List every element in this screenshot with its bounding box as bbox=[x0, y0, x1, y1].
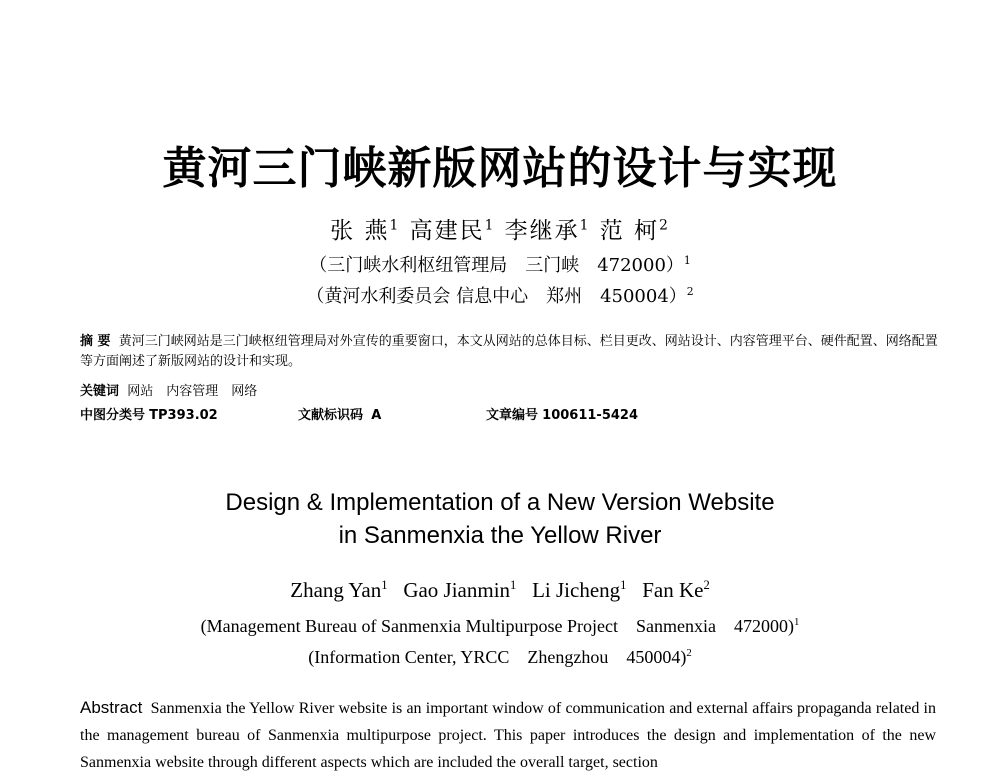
abstract-label: Abstract bbox=[80, 698, 143, 717]
article-number: 文章编号 100611-5424 bbox=[486, 408, 639, 423]
english-authors: Zhang Yan$^1$ Gao Jianmin$^1$ Li Jicheng$^1$ Fan Ke$^2$ bbox=[290, 578, 710, 602]
abstract-text: Sanmenxia the Yellow River website is an important window of communication and external affairs propaganda related in the management bureau of Sanmenxia multipurpose project. This paper introduces the design and implementation of the new Sanmenxia website through different aspects which are included the overall target, section bbox=[80, 700, 937, 771]
english-title bbox=[0, 486, 1000, 552]
chinese-affiliation: （黄河水利委员会 信息中心 郑州 450004）$^2$ bbox=[306, 285, 694, 307]
english-affiliation: (Management Bureau of Sanmenxia Multipurpose Project Sanmenxia 472000)$^1$ bbox=[200, 616, 800, 636]
abstract-text: 黄河三门峡网站是三门峡枢纽管理局对外宣传的重要窗口，本文从网站的总体目标、栏目更改、网站设计、内容管理平台、硬件配置、网络配置等方面阐述了新版网站的设计和实现。 bbox=[80, 334, 938, 369]
chinese-title: 黄河三门峡新版网站的设计与实现 bbox=[162, 143, 838, 194]
author-name: 李继承 bbox=[504, 218, 580, 244]
chinese-keywords bbox=[80, 382, 940, 402]
author-name: 张 燕 bbox=[330, 218, 390, 244]
author-name: Li Jicheng bbox=[532, 578, 621, 602]
keywords-label: 关键词 bbox=[80, 384, 120, 399]
document-code: 文献标识码 A bbox=[298, 408, 382, 423]
abstract-label: 摘 要 bbox=[80, 334, 111, 349]
english-title-line: Design & Implementation of a New Version Website bbox=[225, 489, 775, 516]
english-affiliation: (Information Center, YRCC Zhengzhou 450004)$^2$ bbox=[308, 647, 692, 667]
author-name: Fan Ke bbox=[642, 578, 704, 602]
chinese-authors: 张 燕$^1$ 高建民$^1$ 李继承$^1$ 范 柯$^2$ bbox=[330, 217, 670, 244]
author-name: Gao Jianmin bbox=[403, 578, 511, 602]
english-title-line: in Sanmenxia the Yellow River bbox=[338, 522, 662, 549]
chinese-abstract bbox=[80, 332, 940, 372]
author-name: Zhang Yan bbox=[290, 578, 382, 602]
author-name: 高建民 bbox=[409, 218, 485, 244]
english-abstract bbox=[80, 694, 936, 776]
classification-number: 中图分类号 TP393.02 bbox=[80, 408, 218, 423]
keywords-text: 网站 内容管理 网络 bbox=[127, 384, 258, 399]
chinese-affiliation: （三门峡水利枢纽管理局 三门峡 472000）$^1$ bbox=[309, 254, 691, 276]
author-name: 范 柯 bbox=[599, 218, 660, 244]
